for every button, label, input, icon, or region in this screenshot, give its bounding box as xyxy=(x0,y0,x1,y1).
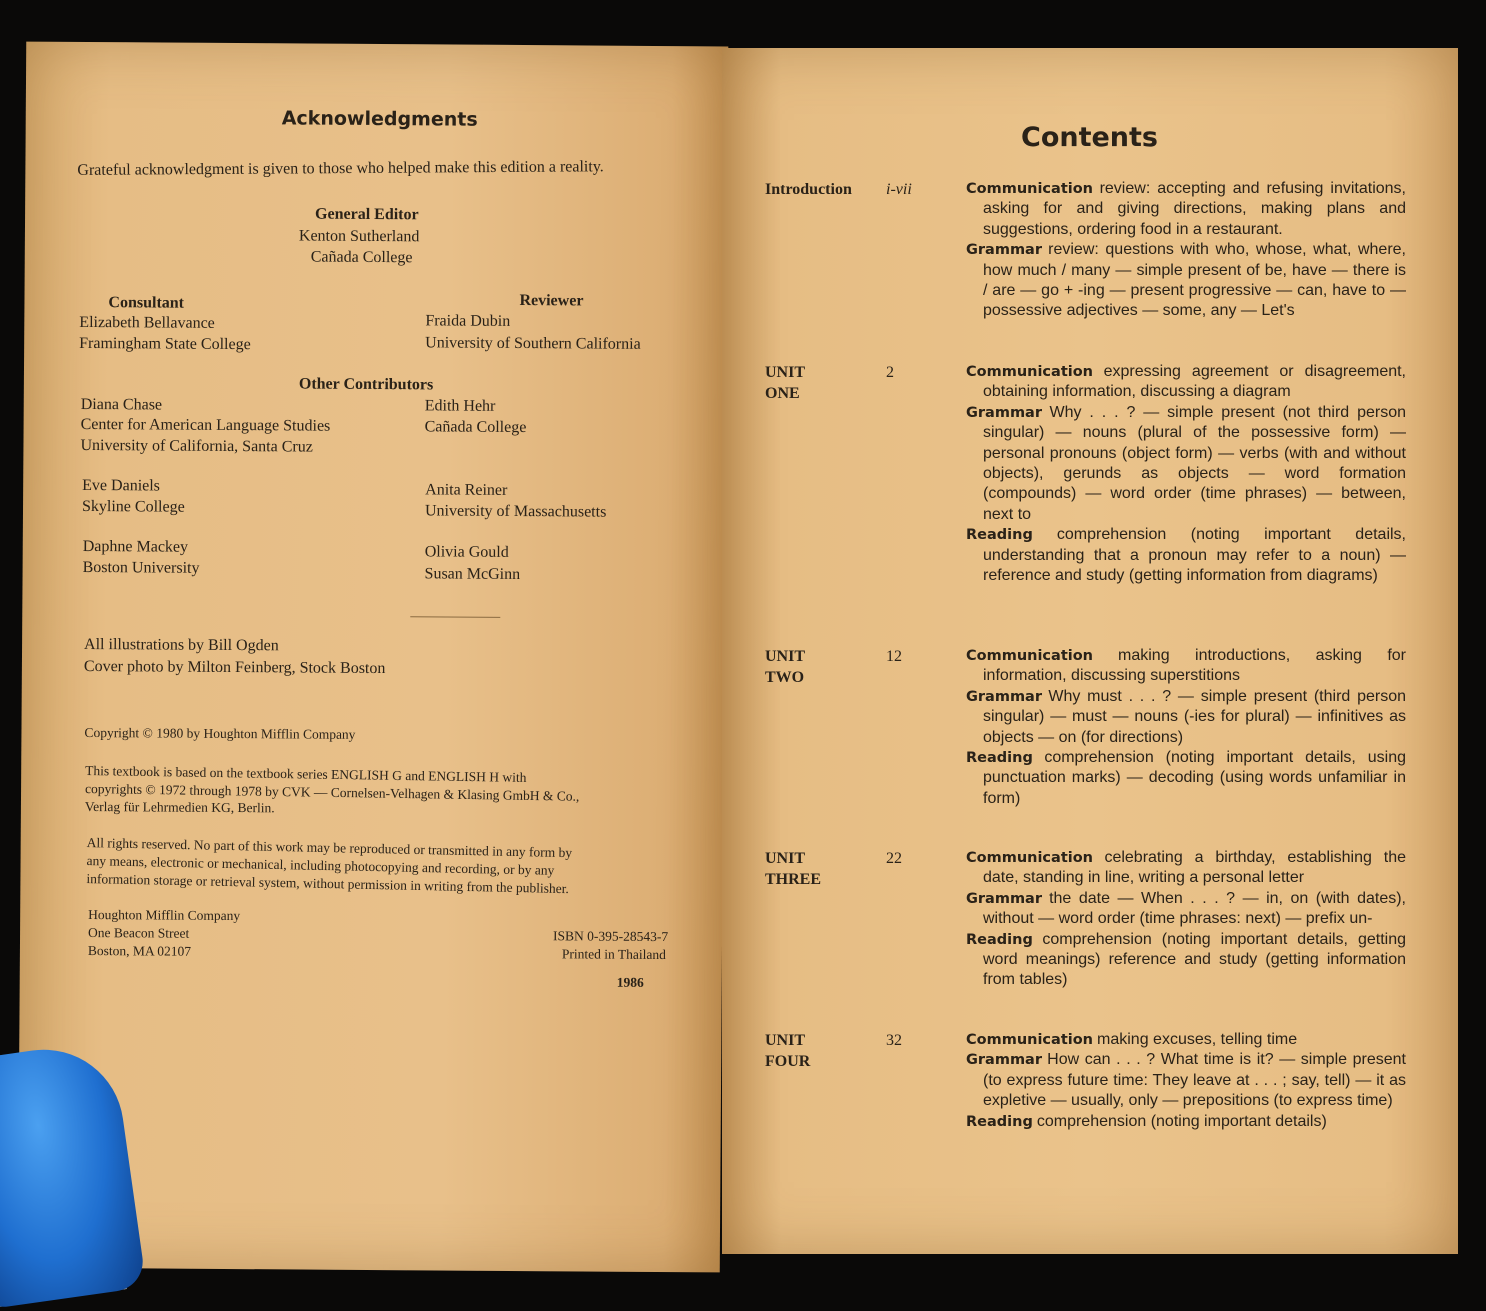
toc-unit-label: UNIT xyxy=(765,364,806,381)
toc-topic-heading: Reading xyxy=(966,750,1033,767)
toc-topic-heading: Reading xyxy=(966,1113,1033,1130)
toc-paragraph xyxy=(966,1050,1406,1111)
left-page xyxy=(18,42,729,1273)
toc-topic-heading: Communication xyxy=(966,1032,1094,1048)
toc-paragraph xyxy=(966,179,1406,240)
toc-paragraph xyxy=(966,525,1406,586)
consultant-name: Elizabeth Bellavance xyxy=(79,313,215,332)
toc-paragraph xyxy=(966,748,1406,809)
toc-paragraph xyxy=(966,403,1406,525)
toc-topic-text: Why must . . . ? — simple present (third person singular) — must — nouns (-ies for plural) — infinitives as objects — on (for directions) xyxy=(983,687,1407,746)
contributor-line: Daphne Mackey xyxy=(82,537,189,556)
toc-topic-heading: Communication xyxy=(966,181,1094,197)
contributor-line: Olivia Gould xyxy=(424,543,509,561)
toc-topic-heading: Grammar xyxy=(966,1052,1042,1069)
publisher-name: Houghton Mifflin Company xyxy=(88,907,241,924)
toc-page-number: i-vii xyxy=(886,181,912,198)
toc-page-number: 12 xyxy=(886,648,902,665)
toc-topic-text: comprehension (noting important details, using punctuation marks) — decoding (using words unfamiliar in form) xyxy=(983,749,1406,807)
contributor-line: University of Massachusetts xyxy=(424,502,607,521)
reviewer-name: Fraida Dubin xyxy=(425,312,511,330)
toc-unit-number: FOUR xyxy=(765,1053,811,1070)
cover-photo-credit: Cover photo by Milton Feinberg, Stock Boston xyxy=(83,657,386,678)
general-editor-name: Kenton Sutherland xyxy=(298,227,420,246)
reviewer-heading: Reviewer xyxy=(519,292,584,310)
toc-page-number: 22 xyxy=(886,850,902,867)
toc-topic-text: comprehension (noting important details, understanding that a pronoun may refer to a noun) — reference and study (getting information from diagrams) xyxy=(983,526,1407,585)
toc-topic-text: celebrating a birthday, establishing the date, standing in line, writing a personal letter xyxy=(983,849,1406,887)
contributor-line: Skyline College xyxy=(81,497,185,516)
toc-unit-label: UNIT xyxy=(765,850,806,867)
toc-topics xyxy=(966,179,1406,322)
contributor-line: Center for American Language Studies xyxy=(80,415,331,435)
contributor-line: Eve Daniels xyxy=(82,476,160,495)
isbn: ISBN 0-395-28543-7 xyxy=(553,928,669,945)
illustration-credit: All illustrations by Bill Ogden xyxy=(84,635,279,655)
based-on-line: Verlag für Lehrmedien KG, Berlin. xyxy=(84,798,275,816)
toc-topic-text: the date — When . . . ? — in, on (with dates), without — word order (time phrases: next) — prefix un- xyxy=(983,889,1407,928)
contents-title: Contents xyxy=(1021,122,1159,153)
toc-page-number: 2 xyxy=(886,364,894,381)
publisher-city: Boston, MA 02107 xyxy=(87,943,192,959)
toc-topic-text: comprehension (noting important details) xyxy=(1036,1112,1327,1130)
toc-topics xyxy=(966,1030,1406,1132)
toc-topic-text: comprehension (noting important details, getting word meanings) reference and study (getting information from tables) xyxy=(983,930,1407,989)
toc-paragraph xyxy=(966,1030,1406,1050)
toc-topic-heading: Communication xyxy=(966,648,1094,664)
contributor-line: Diana Chase xyxy=(80,395,163,414)
toc-paragraph xyxy=(966,646,1406,687)
consultant-heading: Consultant xyxy=(108,294,185,312)
toc-topic-heading: Grammar xyxy=(966,688,1042,705)
toc-paragraph xyxy=(966,889,1406,930)
copyright-notice: Copyright © 1980 by Houghton Mifflin Company xyxy=(84,724,356,742)
publisher-street: One Beacon Street xyxy=(88,925,190,941)
right-page xyxy=(722,48,1458,1254)
reviewer-affiliation: University of Southern California xyxy=(425,334,641,353)
acknowledgment-intro: Grateful acknowledgment is given to those who helped make this edition a reality. xyxy=(77,158,604,179)
toc-page-number: 32 xyxy=(886,1032,902,1049)
toc-topic-text: review: accepting and refusing invitations, asking for and giving directions, making plans and suggestions, ordering food in a restaurant. xyxy=(983,180,1406,238)
toc-topic-heading: Communication xyxy=(966,364,1094,380)
toc-unit-label: UNIT xyxy=(765,648,806,665)
toc-paragraph xyxy=(966,930,1406,991)
toc-paragraph xyxy=(966,240,1406,322)
contributor-line: University of California, Santa Cruz xyxy=(80,436,313,456)
toc-unit-label: UNIT xyxy=(765,1032,806,1049)
based-on-line: This textbook is based on the textbook series ENGLISH G and ENGLISH H with xyxy=(85,762,527,785)
toc-topic-text: review: questions with who, whose, what, where, how much / many — simple present of be, have — there is / are — go + -ing — present progressive — can, have to — possessive adjectives — some, any — Let's xyxy=(983,241,1406,320)
based-on-line: copyrights © 1972 through 1978 by CVK — Cornelsen-Velhagen & Klasing GmbH & Co., xyxy=(84,780,580,804)
toc-paragraph xyxy=(966,362,1406,403)
contributor-line: Susan McGinn xyxy=(424,565,521,584)
toc-paragraph xyxy=(966,848,1406,889)
other-contributors-heading: Other Contributors xyxy=(298,375,434,394)
toc-topic-text: making excuses, telling time xyxy=(1097,1031,1298,1048)
toc-unit-number: ONE xyxy=(765,385,800,402)
print-year: 1986 xyxy=(616,974,644,990)
toc-topic-heading: Grammar xyxy=(966,404,1042,421)
contributor-line: Boston University xyxy=(82,558,200,577)
contributor-line: Cañada College xyxy=(424,418,527,437)
toc-unit-number: THREE xyxy=(765,871,822,888)
toc-unit-number: TWO xyxy=(765,669,805,686)
acknowledgments-title: Acknowledgments xyxy=(281,107,478,131)
toc-topics xyxy=(966,848,1406,991)
toc-topic-text: Why . . . ? — simple present (not third person singular) — nouns (plural of the possessive form) — personal pronouns (object form) — verbs (with and without objects), gerunds as objects — word formation (compounds) — word order (time phrases) — between, next to xyxy=(983,403,1407,523)
general-editor-affiliation: Cañada College xyxy=(310,248,413,267)
toc-topic-heading: Communication xyxy=(966,850,1094,866)
toc-topics xyxy=(966,362,1406,586)
toc-topic-heading: Grammar xyxy=(966,890,1042,907)
toc-unit-label: Introduction xyxy=(765,181,852,198)
printed-in: Printed in Thailand xyxy=(561,946,666,963)
rights-line: All rights reserved. No part of this work may be reproduced or transmitted in any form by xyxy=(86,835,573,861)
toc-topic-text: making introductions, asking for information, discussing superstitions xyxy=(983,647,1407,685)
contributor-line: Anita Reiner xyxy=(425,481,508,499)
toc-topics xyxy=(966,646,1406,809)
toc-topic-text: expressing agreement or disagreement, obtaining information, discussing a diagram xyxy=(983,363,1406,401)
rights-line: information storage or retrieval system, without permission in writing from the publisher. xyxy=(86,871,570,897)
consultant-affiliation: Framingham State College xyxy=(79,334,251,354)
rights-line: any means, electronic or mechanical, including photocopying and recording, or by any xyxy=(86,853,555,878)
toc-topic-heading: Reading xyxy=(966,527,1033,544)
toc-topic-heading: Reading xyxy=(966,931,1033,948)
contributor-line: Edith Hehr xyxy=(424,397,496,415)
general-editor-heading: General Editor xyxy=(315,205,419,224)
divider xyxy=(410,616,500,618)
toc-paragraph xyxy=(966,687,1406,748)
toc-topic-heading: Grammar xyxy=(966,242,1042,259)
toc-paragraph xyxy=(966,1112,1406,1132)
toc-topic-text: How can . . . ? What time is it? — simple present (to express future time: They leave at . . . ; say, tell) — it as expletive — usually, only — prepositions (to express time) xyxy=(983,1051,1406,1110)
